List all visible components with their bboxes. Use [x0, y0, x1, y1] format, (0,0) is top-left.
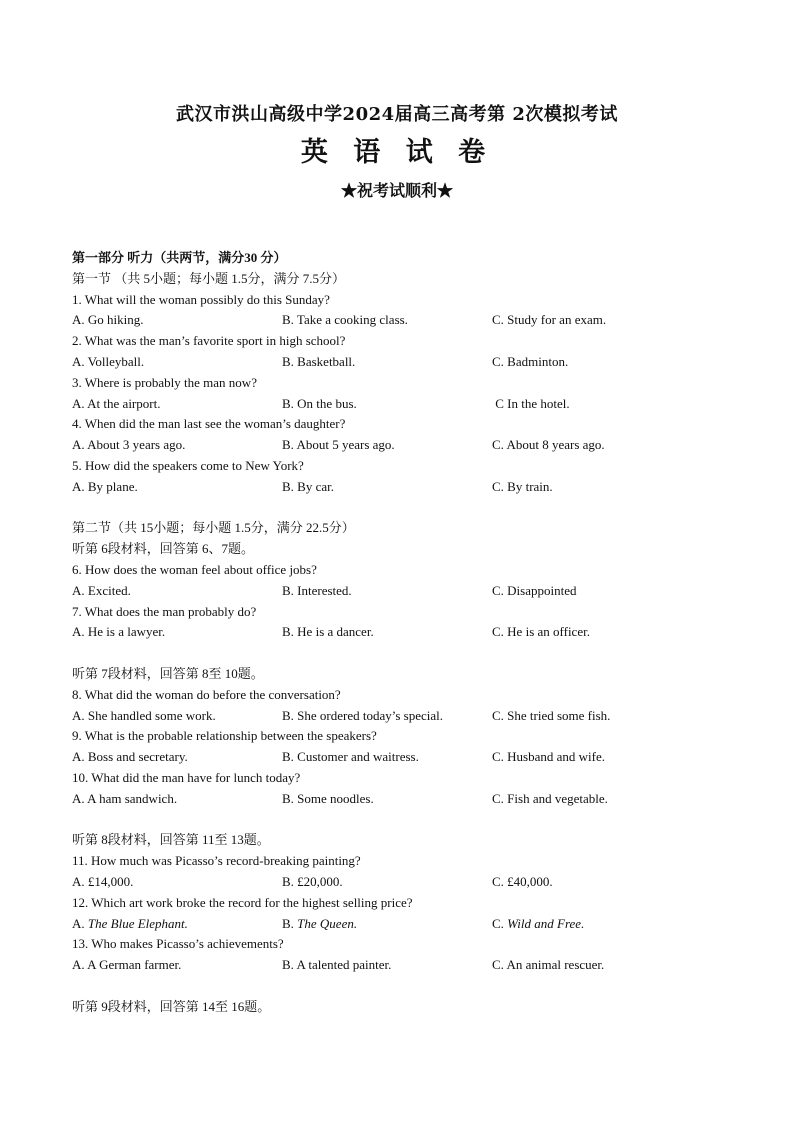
question-1	[72, 290, 732, 332]
option-a: A. By plane.	[72, 478, 138, 494]
question-text: 9. What is the probable relationship between the speakers?	[72, 728, 377, 744]
options-row	[72, 747, 732, 768]
spacer	[72, 810, 732, 831]
part1-heading: 第一部分 听力（共两节，满分30 分）	[72, 250, 287, 265]
option-b: B. Basketball.	[282, 353, 356, 369]
option-b: B. Some noodles.	[282, 790, 374, 806]
option-a: A. Volleyball.	[72, 353, 145, 369]
option-b	[282, 914, 492, 935]
option-b: B. A talented painter.	[282, 957, 392, 973]
question-text: 10. What did the man have for lunch today?	[72, 769, 301, 785]
section1-heading: 第一节 （共 5小题；每小题 1.5分，满分 7.5分）	[72, 270, 346, 286]
question-text: 2. What was the man’s favorite sport in high school?	[72, 333, 346, 349]
option-c: C. He is an officer.	[492, 624, 590, 640]
group8-heading: 听第 8段材料，回答第 11至 13题。	[72, 832, 270, 848]
options-row	[72, 352, 732, 373]
option-c: C. Disappointed	[492, 582, 577, 598]
option-a	[72, 914, 282, 935]
options-row	[72, 789, 732, 810]
exam-title-school: 武汉市洪山高级中学2024届高三高考第 2次模拟考试	[176, 104, 618, 125]
question-text: 1. What will the woman possibly do this Sunday?	[72, 291, 330, 307]
spacer	[72, 976, 732, 997]
options-row	[72, 581, 732, 602]
option-b: B. She ordered today’s special.	[282, 707, 444, 723]
options-row	[72, 394, 732, 415]
option-prefix: A.	[72, 915, 88, 931]
question-12	[72, 893, 732, 935]
question-3	[72, 373, 732, 415]
option-c: C. By train.	[492, 478, 553, 494]
option-a: A. £14,000.	[72, 873, 134, 889]
option-c: C. Study for an exam.	[492, 312, 607, 328]
question-10	[72, 768, 732, 810]
question-text: 12. Which art work broke the record for the highest selling price?	[72, 894, 413, 910]
options-row	[72, 435, 732, 456]
option-b: B. Take a cooking class.	[282, 312, 408, 328]
option-c: C. Badminton.	[492, 353, 569, 369]
question-11	[72, 851, 732, 893]
option-c: C. £40,000.	[492, 873, 553, 889]
option-a: A. At the airport.	[72, 395, 161, 411]
exam-blessing: ★祝考试顺利★	[340, 181, 453, 200]
option-c: C. An animal rescuer.	[492, 957, 605, 973]
question-9	[72, 726, 732, 768]
option-b: B. Customer and waitress.	[282, 749, 419, 765]
question-text: 6. How does the woman feel about office jobs?	[72, 561, 317, 577]
exam-content	[72, 248, 732, 1017]
question-13	[72, 934, 732, 976]
options-row	[72, 872, 732, 893]
option-a: A. Boss and secretary.	[72, 749, 188, 765]
question-8	[72, 685, 732, 727]
question-4	[72, 414, 732, 456]
spacer	[72, 498, 732, 519]
option-a: A. About 3 years ago.	[72, 437, 186, 453]
option-a: A. She handled some work.	[72, 707, 216, 723]
artwork-title: The Queen.	[297, 915, 358, 931]
artwork-title: Wild and Free.	[507, 915, 585, 931]
option-b: B. Interested.	[282, 582, 352, 598]
option-c: C. Husband and wife.	[492, 749, 606, 765]
spacer	[72, 643, 732, 664]
option-c: C. She tried some fish.	[492, 707, 611, 723]
option-a: A. Go hiking.	[72, 312, 144, 328]
group6-heading: 听第 6段材料，回答第 6、7题。	[72, 541, 255, 557]
question-text: 5. How did the speakers come to New York?	[72, 457, 304, 473]
option-c: C. About 8 years ago.	[492, 437, 605, 453]
question-2	[72, 331, 732, 373]
question-7	[72, 602, 732, 644]
options-row	[72, 477, 732, 498]
group9-heading: 听第 9段材料，回答第 14至 16题。	[72, 998, 271, 1014]
question-text: 11. How much was Picasso’s record-breaking painting?	[72, 853, 361, 869]
options-row	[72, 955, 732, 976]
question-text: 7. What does the man probably do?	[72, 603, 257, 619]
option-a: A. A ham sandwich.	[72, 790, 178, 806]
question-5	[72, 456, 732, 498]
group7-heading: 听第 7段材料，回答第 8至 10题。	[72, 665, 264, 681]
option-a: A. A German farmer.	[72, 957, 182, 973]
options-row	[72, 310, 732, 331]
section2-heading: 第二节（共 15小题；每小题 1.5分，满分 22.5分）	[72, 520, 355, 536]
artwork-title: The Blue Elephant.	[87, 915, 188, 931]
option-b: B. About 5 years ago.	[282, 437, 395, 453]
options-row	[72, 622, 732, 643]
options-row	[72, 914, 732, 935]
question-text: 13. Who makes Picasso’s achievements?	[72, 936, 284, 952]
question-6	[72, 560, 732, 602]
question-text: 4. When did the man last see the woman’s daughter?	[72, 416, 346, 432]
option-c: C In the hotel.	[492, 395, 570, 411]
option-b: B. £20,000.	[282, 873, 343, 889]
option-b: B. On the bus.	[282, 395, 357, 411]
option-prefix: B.	[282, 915, 298, 931]
option-b: B. By car.	[282, 478, 334, 494]
option-b: B. He is a dancer.	[282, 624, 374, 640]
question-text: 3. Where is probably the man now?	[72, 374, 257, 390]
option-a: A. Excited.	[72, 582, 131, 598]
options-row	[72, 706, 732, 727]
option-a: A. He is a lawyer.	[72, 624, 166, 640]
option-c	[492, 914, 732, 935]
option-c: C. Fish and vegetable.	[492, 790, 608, 806]
option-prefix: C.	[492, 915, 508, 931]
question-text: 8. What did the woman do before the conversation?	[72, 686, 341, 702]
exam-title-subject: 英 语 试 卷	[300, 137, 494, 168]
